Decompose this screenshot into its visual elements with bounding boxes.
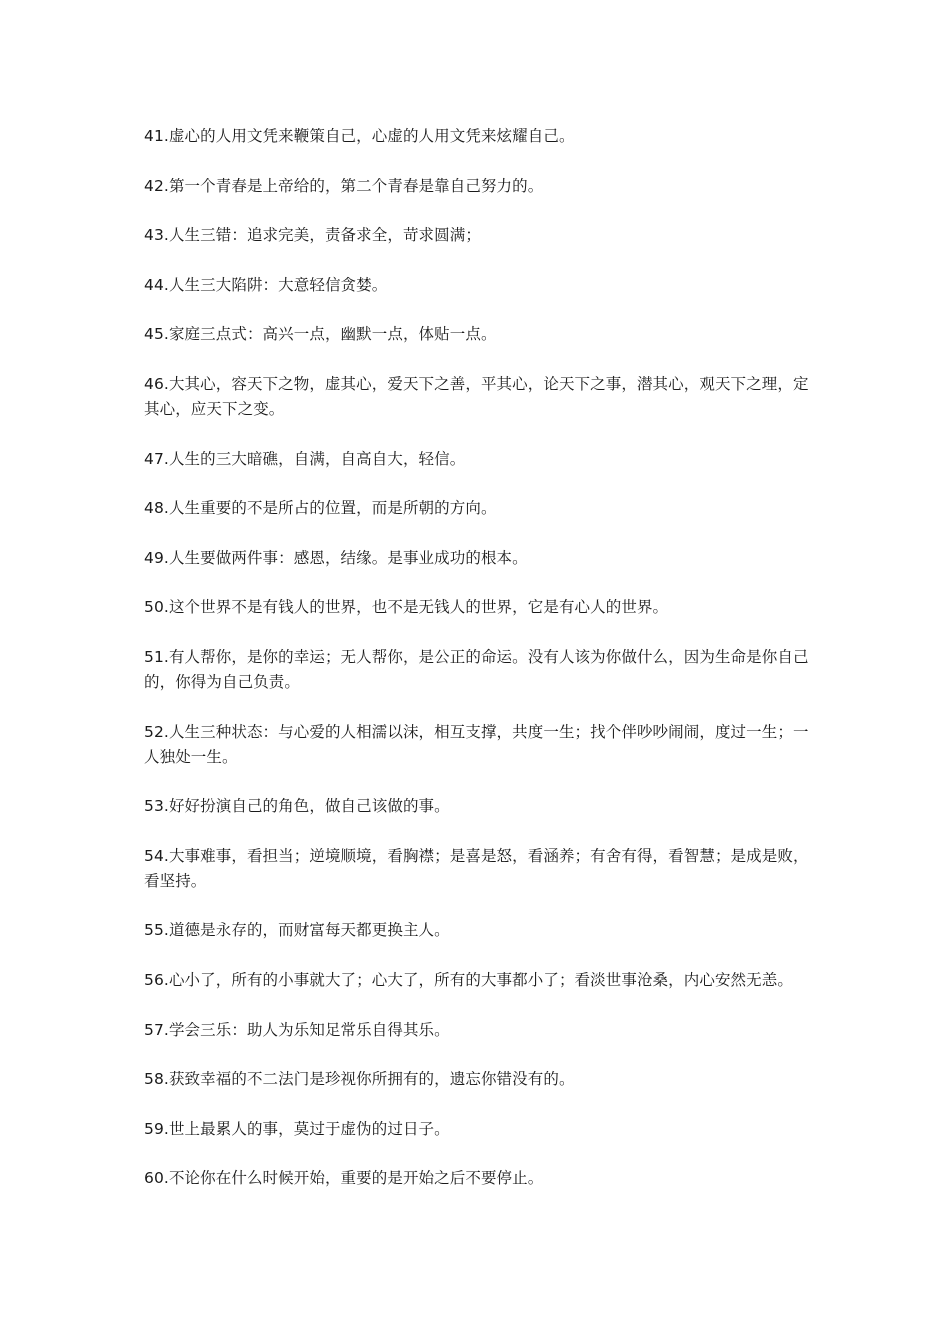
- quote-item: 58.获致幸福的不二法门是珍视你所拥有的，遗忘你错没有的。: [144, 1070, 575, 1089]
- quote-item: 50.这个世界不是有钱人的世界，也不是无钱人的世界，它是有心人的世界。: [144, 598, 669, 617]
- quote-item: 57.学会三乐：助人为乐知足常乐自得其乐。: [144, 1020, 450, 1039]
- quote-item: 49.人生要做两件事：感恩，结缘。是事业成功的根本。: [144, 548, 528, 567]
- quote-item: 45.家庭三点式：高兴一点，幽默一点，体贴一点。: [144, 325, 497, 344]
- quote-item: 48.人生重要的不是所占的位置，而是所朝的方向。: [144, 499, 497, 518]
- quote-item: 46.大其心，容天下之物，虚其心，爱天下之善，平其心，论天下之事，潜其心，观天下之理，定其心，应天下之变。: [144, 374, 809, 418]
- quote-item: 52.人生三种状态：与心爱的人相濡以沫，相互支撑，共度一生；找个伴吵吵闹闹，度过一生；一人独处一生。: [144, 722, 809, 766]
- quote-item: 55.道德是永存的，而财富每天都更换主人。: [144, 921, 450, 940]
- quote-item: 47.人生的三大暗礁，自满，自高自大，轻信。: [144, 449, 466, 468]
- document-page: [144, 124, 810, 1216]
- quote-item: 43.人生三错：追求完美，责备求全，苛求圆满；: [144, 226, 481, 245]
- quote-item: 59.世上最累人的事，莫过于虚伪的过日子。: [144, 1119, 450, 1138]
- quote-item: 56.心小了，所有的小事就大了；心大了，所有的大事都小了；看淡世事沧桑，内心安然无恙。: [144, 970, 793, 989]
- quote-item: 53.好好扮演自己的角色，做自己该做的事。: [144, 797, 450, 816]
- quote-item: 41.虚心的人用文凭来鞭策自己，心虚的人用文凭来炫耀自己。: [144, 127, 575, 145]
- quote-item: 44.人生三大陷阱：大意轻信贪婪。: [144, 275, 388, 294]
- quote-item: 51.有人帮你，是你的幸运；无人帮你，是公正的命运。没有人该为你做什么，因为生命是你自己的，你得为自己负责。: [144, 647, 809, 691]
- quote-item: 60.不论你在什么时候开始，重要的是开始之后不要停止。: [144, 1169, 544, 1188]
- quote-item: 42.第一个青春是上帝给的，第二个青春是靠自己努力的。: [144, 176, 544, 195]
- quote-item: 54.大事难事，看担当；逆境顺境，看胸襟；是喜是怒，看涵养；有舍有得，看智慧；是成是败，看坚持。: [144, 846, 809, 890]
